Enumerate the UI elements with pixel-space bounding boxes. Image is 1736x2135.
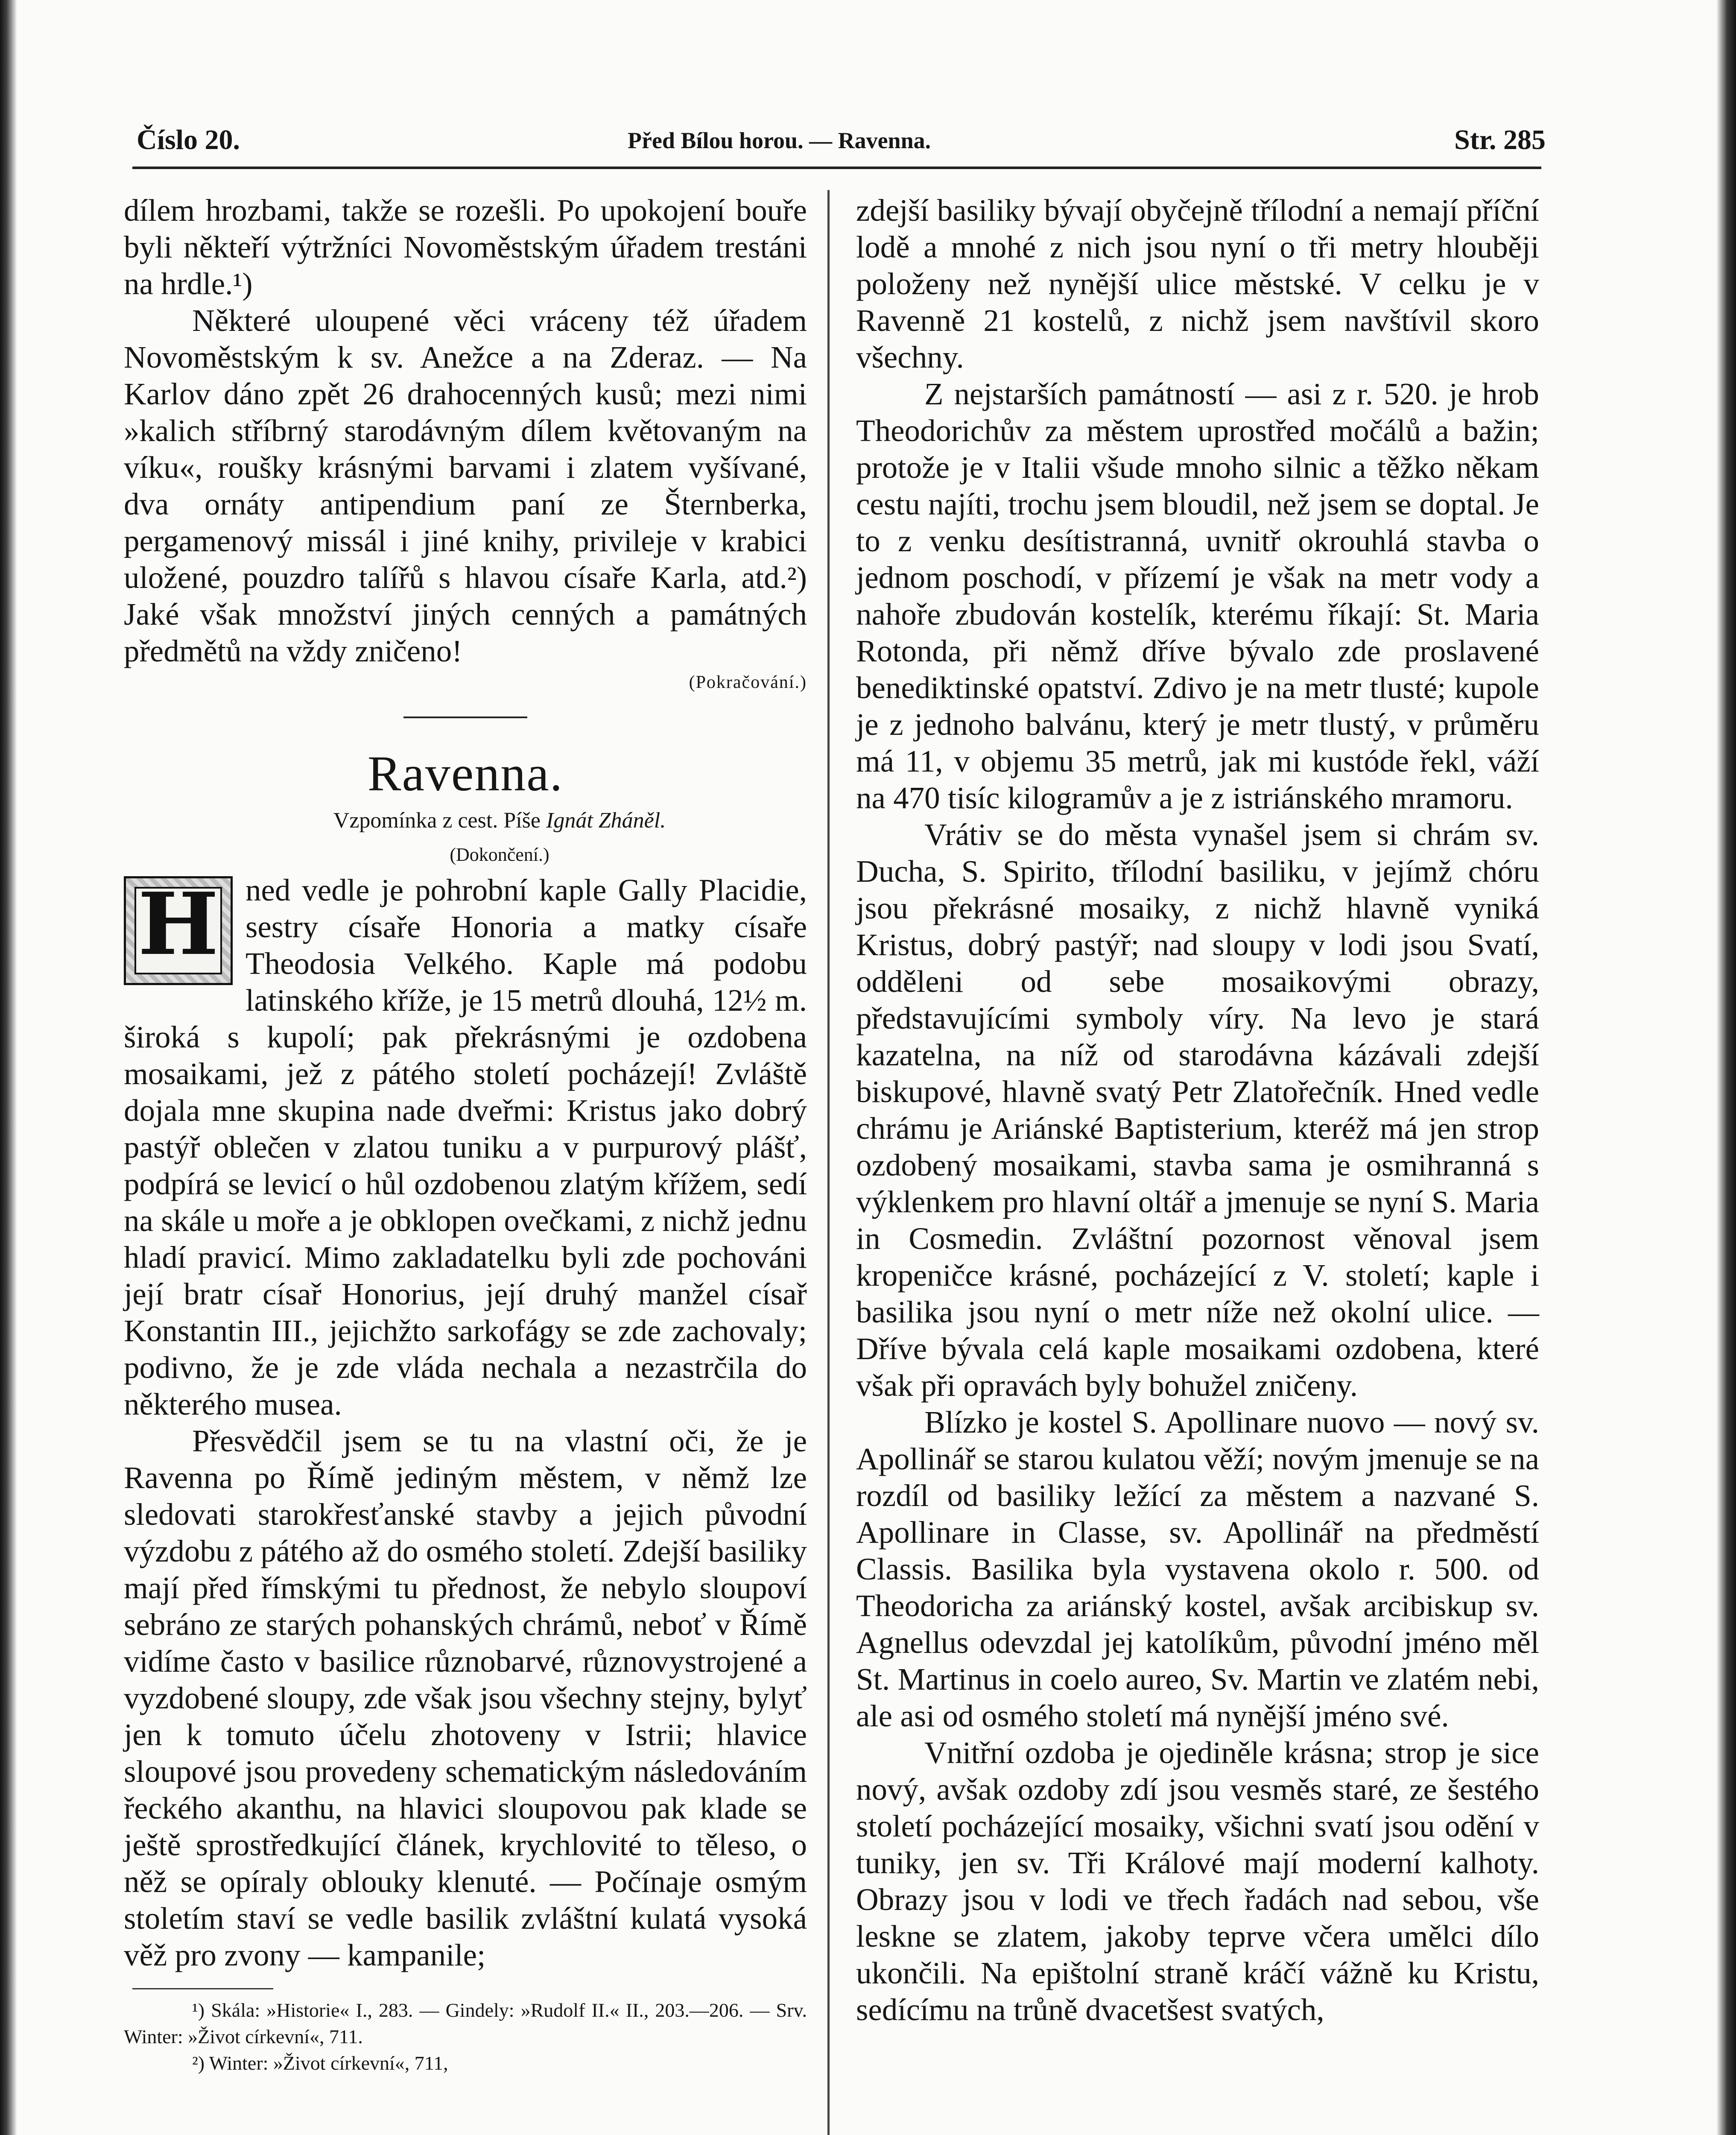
ornamental-initial (124, 876, 233, 985)
paragraph: ned vedle je pohrobní kaple Gally Placidie, sestry císaře Honoria a matky císaře Theodosia Velkého. Kaple má podobu latinského kříže, je 15 metrů dlouhá, 12½ m. široká s kupolí; pak překrásnými je ozdobena mosaikami, jež z pátého století pocházejí! Zvláště dojala mne skupina nade dveřmi: Kristus jako dobrý pastýř oblečen v zlatou tuniku a v purpurový plášť, podpírá se levicí o hůl ozdobenou zlatým křížem, sedí na skále u moře a je obklopen ovečkami, z nichž jednu hladí pravicí. Mimo zakladatelku byli zde pochováni její bratr císař Honorius, její druhý manžel císař Konstantin III., jejichžto sarkofágy se zde zachovaly; podivno, že je zde vláda nechala a nezastrčila do některého musea. (124, 873, 807, 1421)
continuation-note: (Pokračování.) (689, 673, 807, 692)
paragraph: Přesvědčil jsem se tu na vlastní oči, že je Ravenna po Římě jediným městem, v němž lze sledovati starokřesťanské stavby a jejich původní výzdobu z pátého až do osmého století. Zdejší basiliky mají před římskými tu přednost, že nebylo sloupoví sebráno ze starých pohanských chrámů, neboť v Římě vidíme často v basilice různobarvé, různovystrojené a vyzdobené sloupy, zde však jsou všechny stejny, bylyť jen k tomuto účelu zhotoveny v Istrii; hlavice sloupové jsou provedeny schematickým následováním řeckého akanthu, na hlavici sloupovou pak klade se ještě sprostředkující článek, krychlovité to těleso, o něž se opíraly oblouky klenuté. — Počínaje osmým stoletím staví se vedle basilik zvláštní kulatá vysoká věž pro zvony — kampanile; (124, 1424, 807, 1972)
column-divider (827, 190, 830, 2135)
header-rule (132, 167, 1541, 169)
running-title: Před Bílou horou. — Ravenna. (628, 128, 931, 153)
page-number: Str. 285 (1454, 124, 1546, 155)
right-column (856, 192, 1539, 2028)
paragraph: Blízko je kostel S. Apollinare nuovo — nový sv. Apollinář se starou kulatou věží; novým jmenuje se na rozdíl od basiliky ležící za městem a nazvané S. Apollinare in Classe, sv. Apollinář na předměstí Classis. Basilika byla vystavena okolo r. 500. od Theodoricha za ariánský kostel, avšak arcibiskup sv. Agnellus odevzdal jej katolíkům, původní jméno měl St. Martinus in coelo aureo, Sv. Martin ve zlatém nebi, ale asi od osmého století má nynější jméno své. (856, 1405, 1539, 1733)
footnote-rule (132, 1988, 273, 1989)
left-column (124, 192, 807, 2077)
paragraph: Vnitřní ozdoba je ojediněle krásna; strop je sice nový, avšak ozdoby zdí jsou vesměs staré, ze šestého století pocházející mosaiky, všichni svatí jsou odění v tuniky, jen sv. Tři Králové mají moderní kalhoty. Obrazy jsou v lodi ve třech řadách nad sebou, vše leskne se zlatem, jakoby teprve včera umělci dílo ukončili. Na epištolní straně kráčí vážně ku Kristu, sedícímu na trůně dvacetšest svatých, (856, 1735, 1539, 2027)
article-title: Ravenna. (367, 746, 564, 801)
paragraph: Vrátiv se do města vynašel jsem si chrám sv. Ducha, S. Spirito, třílodní basiliku, v jejímž chóru jsou překrásné mosaiky, z nichž hlavně vyniká Kristus, dobrý pastýř; nad sloupy v lodi jsou Svatí, odděleni od sebe mosaikovými obrazy, představujícími symboly víry. Na levo je stará kazatelna, na níž od starodávna kázávali zdejší biskupové, hlavně svatý Petr Zlatořečník. Hned vedle chrámu je Ariánské Baptisterium, kteréž má jen strop ozdobený mosaikami, stavba sama je osmihranná s výklenkem pro hlavní oltář a jmenuje se nyní S. Maria in Cosmedin. Zvláštní pozornost věnoval jsem kropeničce krásné, pocházející z V. století; kaple i basilika jsou nyní o metr níže než okolní ulice. — Dříve bývala celá kaple mosaikami ozdobena, které však při opravách byly bohužel zničeny. (856, 817, 1539, 1403)
conclusion-note: (Dokončení.) (450, 844, 549, 865)
subtitle-prefix: Vzpomínka z cest. Píše (333, 808, 541, 833)
footnote: ²) Winter: »Život církevní«, 711, (192, 2052, 448, 2074)
section-separator (403, 717, 527, 718)
running-header (137, 124, 1546, 167)
paragraph: dílem hrozbami, takže se rozešli. Po upokojení bouře byli někteří výtržníci Novoměstským úřadem trestáni na hrdle.¹) (124, 193, 807, 301)
article-subtitle (124, 804, 807, 838)
paragraph: Z nejstarších památností — asi z r. 520. je hrob Theodorichův za městem uprostřed močálů a bažin; protože je v Italii všude mnoho silnic a těžko někam cestu najíti, trochu jsem bloudil, než jsem se doptal. Je to z venku desítistranná, uvnitř okrouhlá stavba o jednom poschodí, v přízemí je však na metr vody a nahoře zbudován kostelík, kterému říkají: St. Maria Rotonda, při němž dříve bývalo zde proslavené benediktinské opatství. Zdivo je na metr tlusté; kupole je z jednoho balvánu, který je metr tlustý, v průměru má 11, v objemu 35 metrů, jak mi kustóde řekl, váží na 470 tisíc kilogramův a je z istriánského mramoru. (856, 377, 1539, 815)
paragraph: Některé uloupené věci vráceny též úřadem Novoměstským k sv. Anežce a na Zderaz. — Na Karlov dáno zpět 26 drahocenných kusů; mezi nimi »kalich stříbrný starodávným dílem květovaným na víku«, roušky krásnými barvami i zlatem vyšívané, dva ornáty antipendium paní ze Šternberka, pergamenový missál i jiné knihy, privileje v krabici uložené, pouzdro talířů s hlavou císaře Karla, atd.²) Jaké však množství jiných cenných a památných předmětů na vždy zničeno! (124, 303, 807, 668)
scan-edge-right (1716, 0, 1736, 2135)
initial-letter: H (138, 874, 219, 974)
scan-edge-left (0, 0, 17, 2135)
paragraph: zdejší basiliky bývají obyčejně třílodní a nemají příční lodě a mnohé z nich jsou nyní o tři metry hlouběji položeny než nynější ulice městské. V celku je v Ravenně 21 kostelů, z nichž jsem navštívil skoro všechny. (856, 193, 1539, 374)
author-name: Ignát Zháněl. (546, 808, 666, 833)
issue-number: Číslo 20. (137, 124, 240, 155)
footnote: ¹) Skála: »Historie« I., 283. — Gindely: »Rudolf II.« II., 203.—206. — Srv. Winter: »Život církevní«, 711. (124, 1999, 807, 2047)
